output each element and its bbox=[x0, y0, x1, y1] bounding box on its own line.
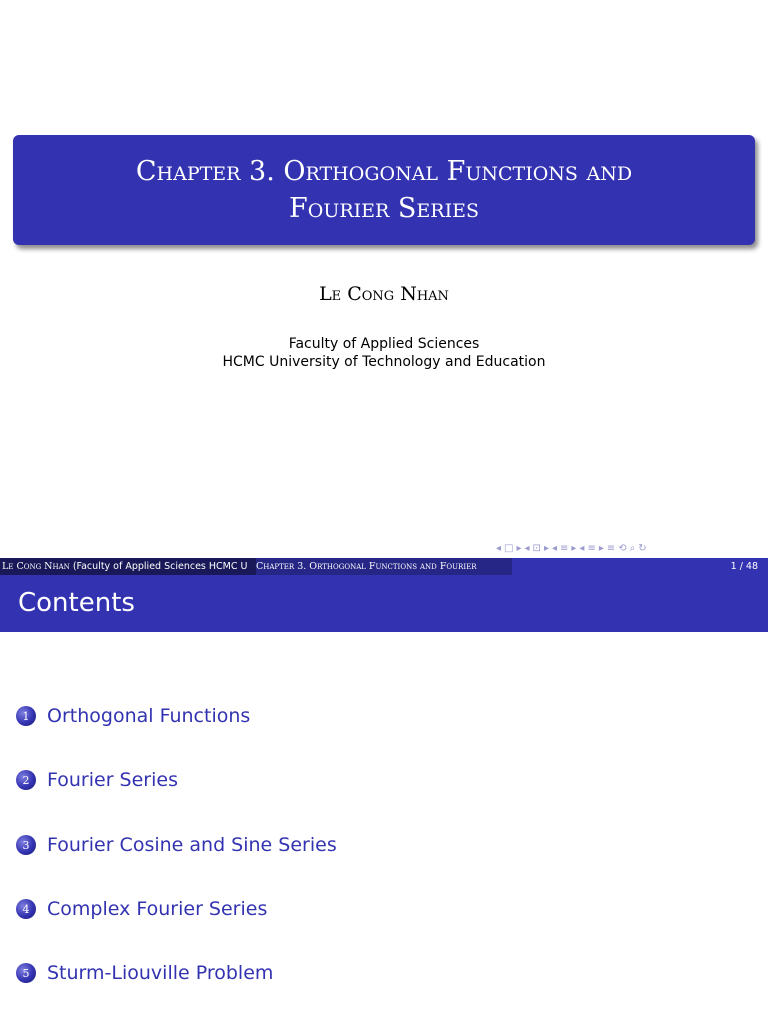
nav-next-frame-icon[interactable]: ▸ bbox=[543, 542, 549, 554]
nav-frame-icon[interactable]: ⊡ bbox=[532, 542, 541, 554]
toc-item-complex-fourier-series[interactable] bbox=[16, 897, 267, 921]
toc-item-cosine-sine-series[interactable] bbox=[16, 833, 337, 857]
nav-document-icon[interactable]: ≡ bbox=[606, 542, 616, 554]
nav-next-subsection-icon[interactable]: ▸ bbox=[571, 542, 577, 554]
institution bbox=[0, 335, 768, 371]
toc-item-label[interactable]: Fourier Cosine and Sine Series bbox=[47, 834, 337, 856]
nav-next-slide-icon[interactable]: ▸ bbox=[516, 542, 522, 554]
footer-author: Le Cong Nhan bbox=[2, 561, 70, 572]
toc-item-fourier-series[interactable] bbox=[16, 768, 178, 792]
title-line-2: Fourier Series bbox=[289, 193, 479, 224]
toc-item-label[interactable]: Complex Fourier Series bbox=[47, 898, 268, 920]
contents-slide bbox=[0, 558, 768, 1024]
nav-prev-section-icon[interactable]: ◂ bbox=[579, 542, 585, 554]
toc-item-orthogonal-functions[interactable] bbox=[16, 704, 250, 728]
toc-item-label[interactable]: Orthogonal Functions bbox=[47, 705, 251, 727]
section-number-ball-icon: 4 bbox=[16, 899, 36, 919]
frame-title: Contents bbox=[0, 575, 768, 632]
section-number-ball-icon: 3 bbox=[16, 835, 36, 855]
nav-prev-frame-icon[interactable]: ◂ bbox=[524, 542, 530, 554]
nav-prev-subsection-icon[interactable]: ◂ bbox=[551, 542, 557, 554]
section-number-ball-icon: 5 bbox=[16, 963, 36, 983]
nav-subsection-icon[interactable]: ≡ bbox=[560, 542, 569, 554]
nav-section-icon[interactable]: ≡ bbox=[587, 542, 596, 554]
nav-next-section-icon[interactable]: ▸ bbox=[598, 542, 604, 554]
toc-item-label[interactable]: Fourier Series bbox=[47, 769, 178, 791]
footer-page-number: 1 / 48 bbox=[512, 558, 768, 575]
footer-institute: (Faculty of Applied Sciences HCMC U bbox=[72, 561, 248, 572]
author-name: Le Cong Nhan bbox=[319, 283, 449, 305]
nav-slide-icon[interactable]: □ bbox=[504, 542, 514, 554]
toc-item-sturm-liouville[interactable] bbox=[16, 961, 273, 985]
title-block bbox=[13, 135, 755, 245]
institution-line-1: Faculty of Applied Sciences bbox=[288, 336, 480, 352]
nav-prev-slide-icon[interactable]: ◂ bbox=[496, 542, 502, 554]
footer-title: Chapter 3. Orthogonal Functions and Fourier bbox=[256, 558, 512, 575]
toc-item-label[interactable]: Sturm-Liouville Problem bbox=[47, 962, 274, 984]
section-number-ball-icon: 1 bbox=[16, 706, 36, 726]
nav-search-icon[interactable]: ⌕ bbox=[629, 542, 636, 554]
nav-back-icon[interactable]: ⟲ bbox=[618, 542, 627, 554]
beamer-navigation-bar[interactable] bbox=[496, 541, 764, 555]
title-line-1: Chapter 3. Orthogonal Functions and bbox=[135, 156, 633, 187]
section-number-ball-icon: 2 bbox=[16, 770, 36, 790]
nav-forward-icon[interactable]: ↻ bbox=[638, 542, 647, 554]
institution-line-2: HCMC University of Technology and Education bbox=[222, 354, 546, 370]
slide-footer bbox=[0, 558, 768, 575]
footer-author-box bbox=[0, 558, 256, 575]
